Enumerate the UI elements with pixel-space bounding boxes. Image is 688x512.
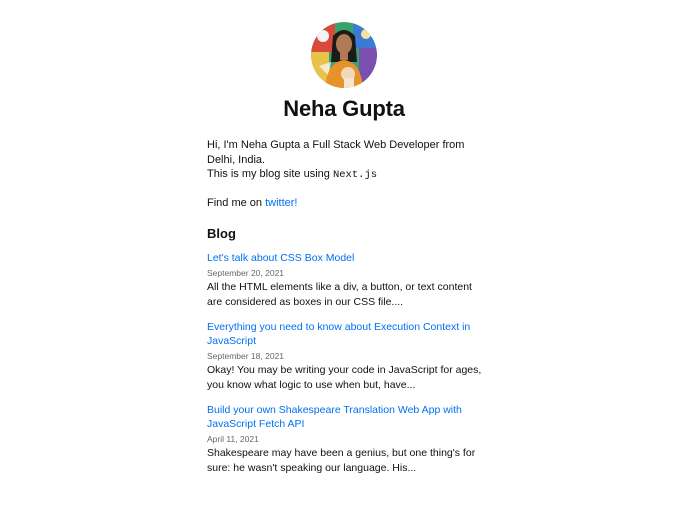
intro-code: Next.js: [332, 169, 378, 181]
social-line: [207, 196, 489, 211]
intro-line-2-prefix: This is my blog site using: [207, 168, 333, 180]
blog-post-excerpt: Shakespeare may have been a genius, but one thing's for sure: he wasn't speaking our language. His...: [207, 447, 476, 474]
blog-post-date: April 11, 2021: [207, 434, 259, 444]
blog-post-title-link[interactable]: Build your own Shakespeare Translation Web App with JavaScript Fetch API: [207, 404, 462, 430]
blog-post-list: [207, 251, 489, 475]
twitter-link[interactable]: twitter!: [265, 196, 298, 209]
social-prefix: Find me on: [207, 196, 266, 209]
blog-post-title-link[interactable]: Everything you need to know about Execution Context in JavaScript: [207, 321, 471, 347]
blog-post-title-link[interactable]: Let's talk about CSS Box Model: [207, 252, 355, 264]
blog-post-excerpt: Okay! You may be writing your code in JavaScript for ages, you know what logic to use when but, have...: [207, 364, 482, 391]
avatar: [311, 22, 377, 88]
blog-post: [207, 403, 489, 475]
main-content: [207, 138, 489, 486]
profile-name: Neha Gupta: [283, 96, 405, 121]
profile-header: [0, 22, 688, 122]
blog-post-date: September 20, 2021: [207, 268, 285, 278]
blog-post-excerpt: All the HTML elements like a div, a button, or text content are considered as boxes in our CSS file....: [207, 281, 472, 308]
blog-heading: Blog: [207, 226, 236, 241]
blog-post: [207, 251, 489, 309]
intro-line-1: Hi, I'm Neha Gupta a Full Stack Web Developer from Delhi, India.: [207, 139, 465, 166]
intro-text: [207, 138, 489, 183]
blog-post: [207, 320, 489, 392]
blog-post-date: September 18, 2021: [207, 351, 285, 361]
